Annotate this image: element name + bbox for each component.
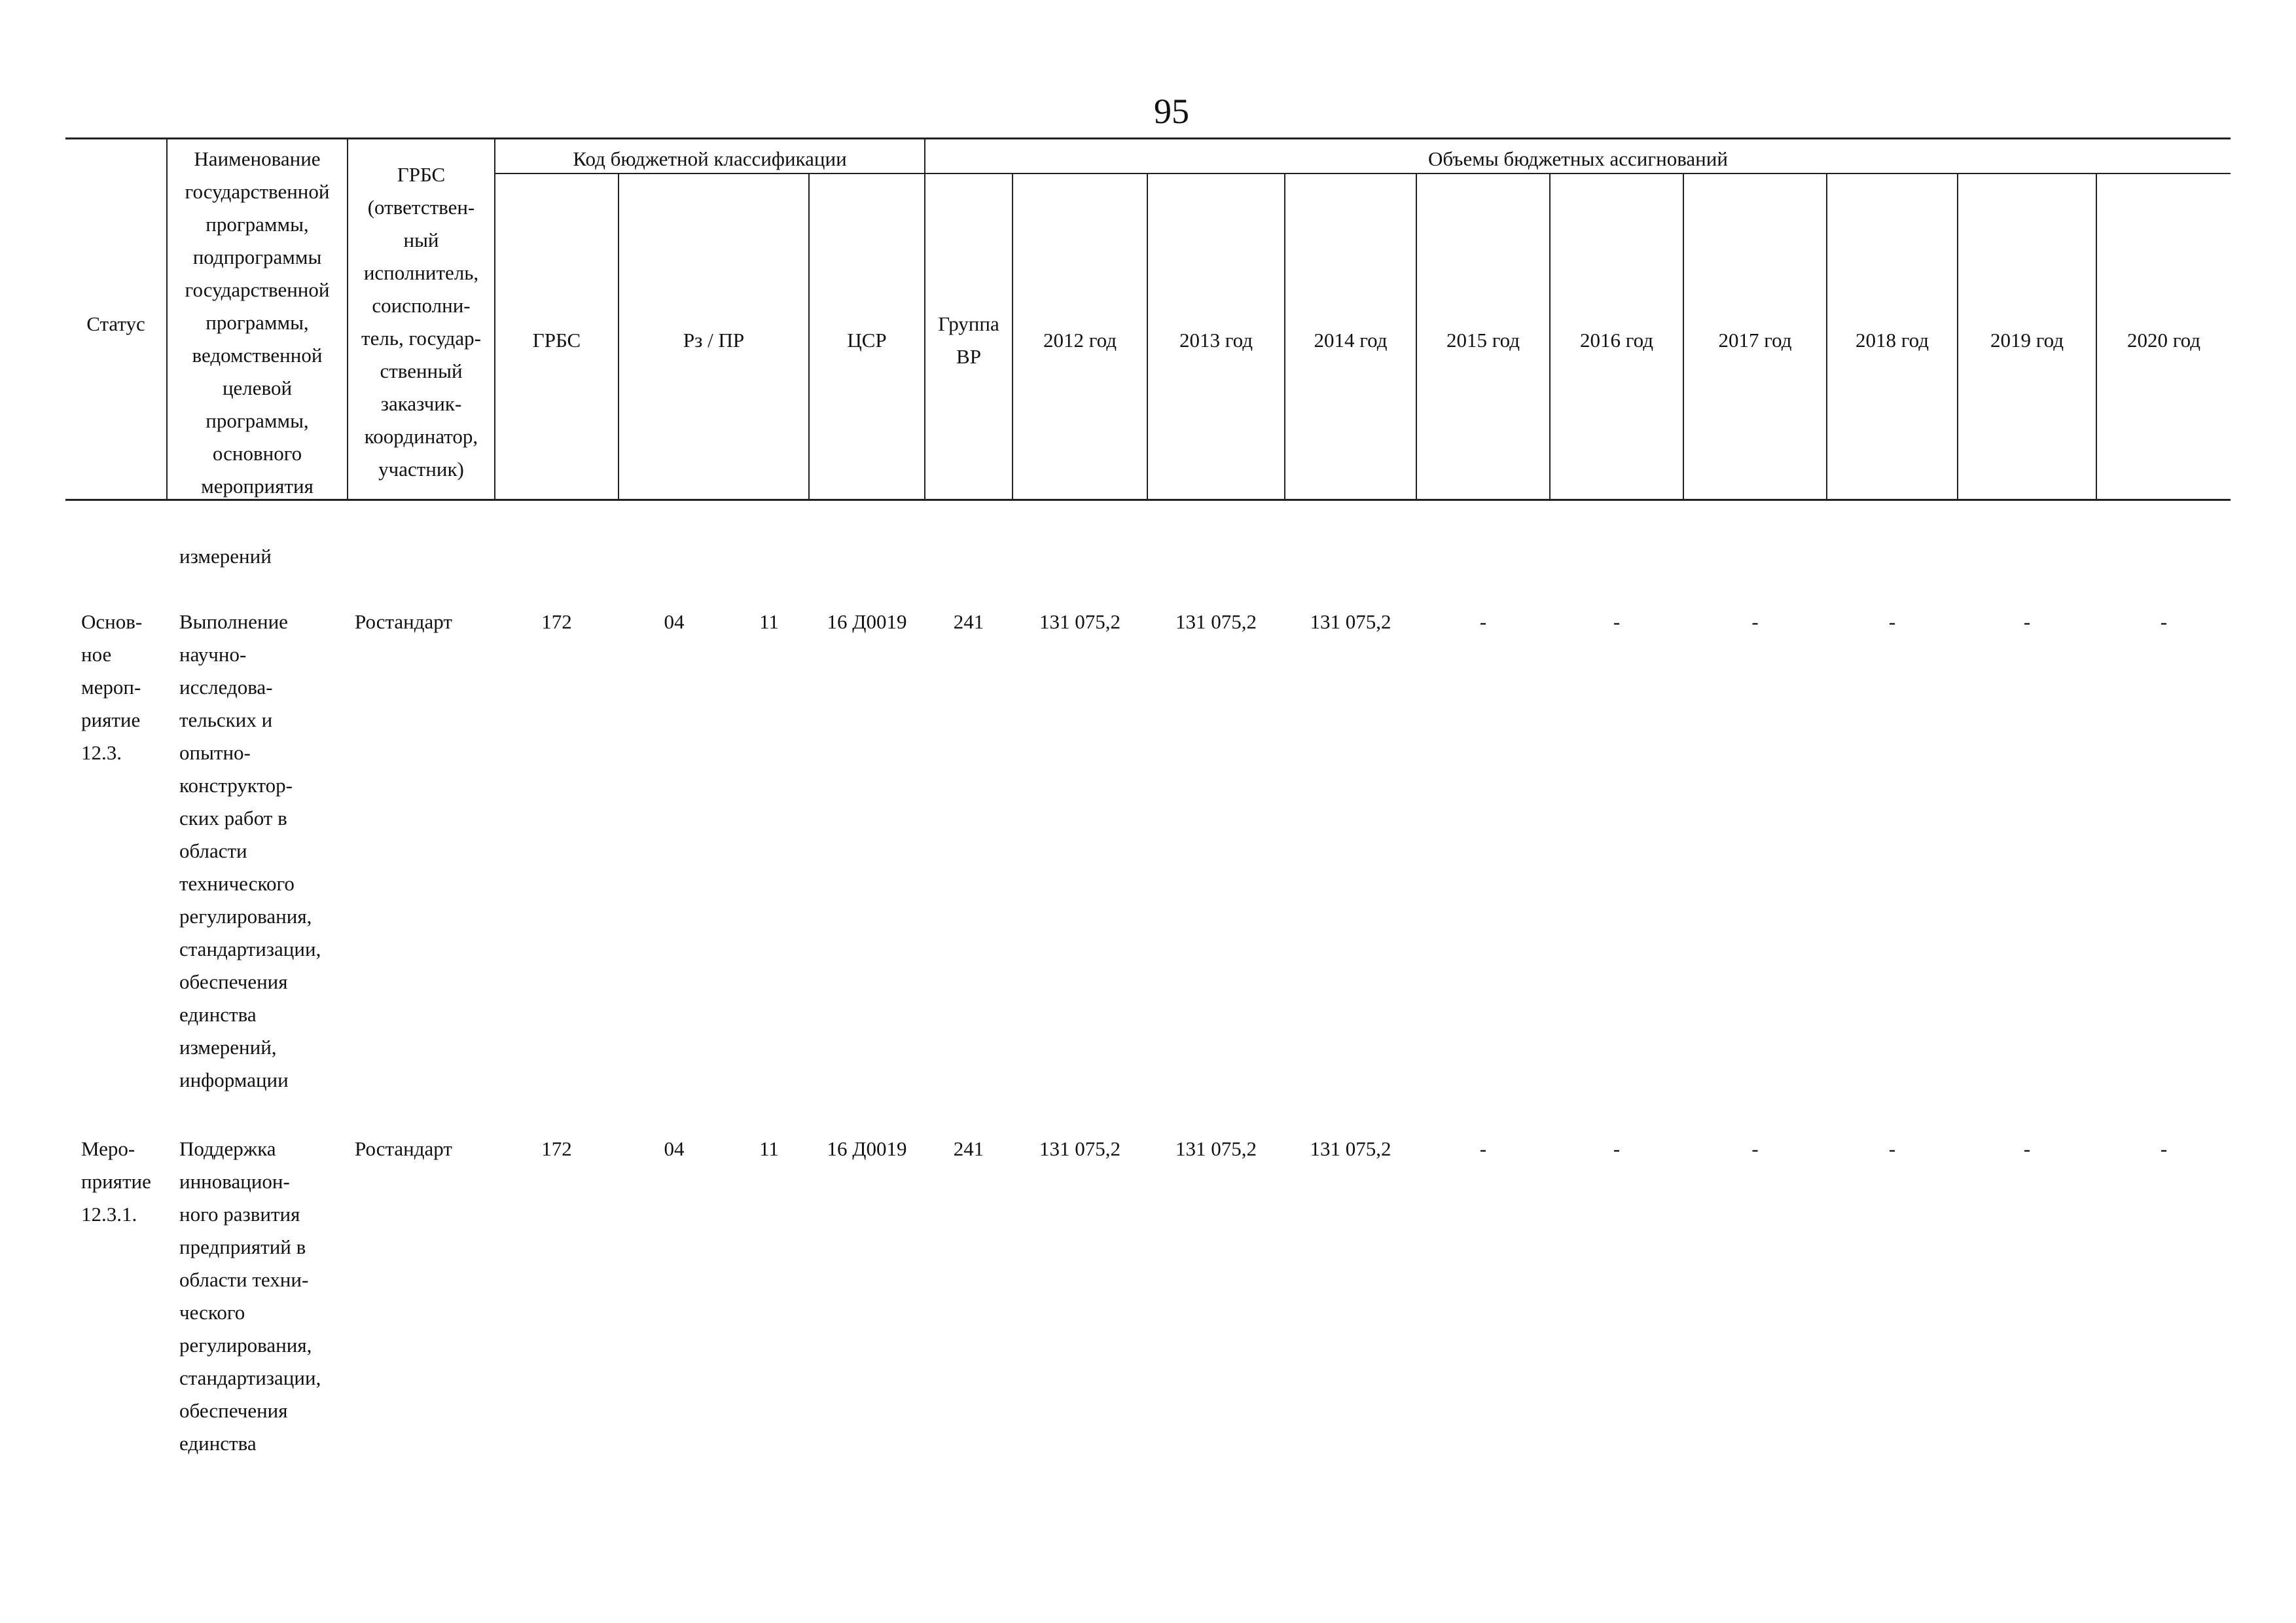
row-value-2020: - (2160, 1137, 2168, 1160)
row-pr: 11 (759, 1137, 779, 1160)
row-rz: 04 (664, 1137, 685, 1160)
row-grbs: 172 (541, 1137, 572, 1160)
header-year-2012: 2012 год (1043, 329, 1117, 352)
row-value-2018: - (1888, 1137, 1896, 1160)
row-vr: 241 (953, 610, 984, 633)
row-status: Основ- ное мероп- риятие 12.3. (81, 610, 143, 764)
row-value-2016: - (1613, 1137, 1621, 1160)
row-value-2014: 131 075,2 (1310, 610, 1391, 633)
row-value-2012: 131 075,2 (1039, 1137, 1121, 1160)
header-csr: ЦСР (847, 329, 887, 352)
col-divider (494, 137, 495, 499)
row-name: Поддержка инновацион- ного развития предприятий в области техни- ческого регулирования, стандартизации, обеспечения единства (179, 1137, 321, 1455)
row-csr: 16 Д0019 (827, 610, 907, 633)
row-executor: Ростандарт (355, 610, 452, 633)
header-allocations-group: Объемы бюджетных ассигнований (1428, 147, 1728, 170)
header-status: Статус (86, 312, 145, 335)
header-bottom-border (65, 499, 2231, 501)
row-rz: 04 (664, 610, 685, 633)
row-status: Меро- приятие 12.3.1. (81, 1137, 151, 1226)
header-year-2019: 2019 год (1990, 329, 2064, 352)
row-value-2017: - (1751, 1137, 1759, 1160)
row-value-2020: - (2160, 610, 2168, 633)
row-value-2019: - (2023, 610, 2031, 633)
header-year-2020: 2020 год (2126, 329, 2201, 352)
row-value-2019: - (2023, 1137, 2031, 1160)
header-grbs: ГРБС (532, 329, 581, 352)
row-value-2017: - (1751, 610, 1759, 633)
header-year-2013: 2013 год (1179, 329, 1253, 352)
header-year-2018: 2018 год (1855, 329, 1929, 352)
row-value-2015: - (1479, 1137, 1487, 1160)
page-number: 95 (1154, 92, 1189, 131)
header-year-2017: 2017 год (1718, 329, 1792, 352)
row-vr: 241 (953, 1137, 984, 1160)
row-pr: 11 (759, 610, 779, 633)
header-year-2014: 2014 год (1314, 329, 1388, 352)
row-value-2013: 131 075,2 (1175, 610, 1257, 633)
row-value-2016: - (1613, 610, 1621, 633)
table-top-border (65, 137, 2231, 139)
row-value-2014: 131 075,2 (1310, 1137, 1391, 1160)
row-value-2018: - (1888, 610, 1896, 633)
header-group-vr: Группа ВР (938, 312, 999, 368)
row-name: Выполнение научно- исследова- тельских и опытно- конструктор- ских работ в области технического регулирования, стандартизации, обеспечения единства измерений, информации (179, 610, 321, 1091)
header-year-2016: 2016 год (1579, 329, 1654, 352)
row-value-2015: - (1479, 610, 1487, 633)
row-executor: Ростандарт (355, 1137, 452, 1160)
row-grbs: 172 (541, 610, 572, 633)
row-value-2012: 131 075,2 (1039, 610, 1121, 633)
header-budget-code-group: Код бюджетной классификации (573, 147, 847, 170)
header-rz-pr: Рз / ПР (683, 329, 745, 352)
row-csr: 16 Д0019 (827, 1137, 907, 1160)
header-program-name: Наименование государственной программы, подпрограммы государственной программы, ведомственной целевой программы, основного мероприятия (185, 147, 330, 498)
continuation-text: измерений (179, 545, 272, 568)
row-value-2013: 131 075,2 (1175, 1137, 1257, 1160)
header-year-2015: 2015 год (1446, 329, 1520, 352)
header-grbs-responsible: ГРБС (ответствен- ный исполнитель, соисполни- тель, государ- ственный заказчик- координатор, участник) (361, 163, 481, 481)
